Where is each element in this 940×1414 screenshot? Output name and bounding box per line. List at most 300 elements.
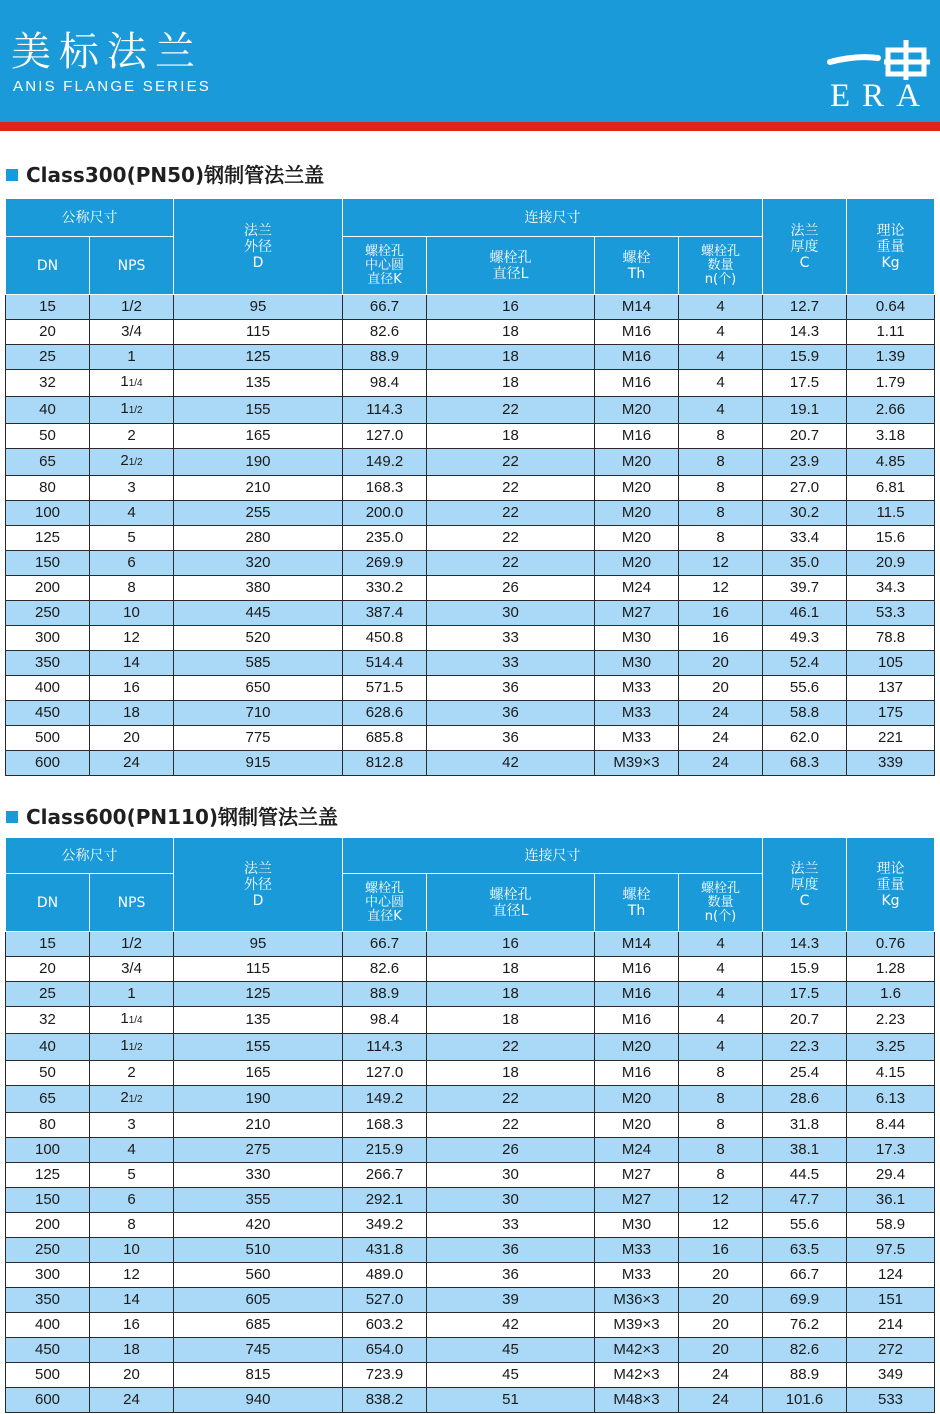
cell-bolt-count: 4	[679, 982, 763, 1007]
cell-bolt-hole-diameter: 45	[427, 1363, 595, 1388]
cell-weight: 11.5	[847, 501, 935, 526]
cell-dn: 20	[6, 320, 90, 345]
table-row	[6, 726, 935, 751]
cell-dn: 400	[6, 676, 90, 701]
header-bolt-thread: 螺栓 Th	[595, 874, 679, 932]
header-outer-diameter: 法兰 外径 D	[174, 838, 343, 932]
cell-outer-diameter: 275	[174, 1138, 343, 1163]
cell-nps: 1	[90, 982, 174, 1007]
cell-weight: 272	[847, 1338, 935, 1363]
cell-bolt-hole-diameter: 18	[427, 345, 595, 370]
cell-thickness: 20.7	[763, 1007, 847, 1034]
cell-nps: 11/4	[90, 1007, 174, 1034]
cell-weight: 221	[847, 726, 935, 751]
table-row	[6, 1138, 935, 1163]
cell-bolt-count: 8	[679, 424, 763, 449]
cell-outer-diameter: 605	[174, 1288, 343, 1313]
cell-weight: 533	[847, 1388, 935, 1413]
cell-bolt-count: 12	[679, 551, 763, 576]
cell-bolt-circle: 82.6	[343, 320, 427, 345]
cell-bolt-count: 24	[679, 701, 763, 726]
cell-thickness: 19.1	[763, 397, 847, 424]
cell-bolt-hole-diameter: 22	[427, 449, 595, 476]
cell-bolt-hole-diameter: 18	[427, 982, 595, 1007]
header-bolt-circle: 螺栓孔 中心圆 直径K	[343, 237, 427, 295]
cell-bolt-hole-diameter: 16	[427, 932, 595, 957]
cell-bolt-circle: 571.5	[343, 676, 427, 701]
cell-weight: 8.44	[847, 1113, 935, 1138]
table-row	[6, 1263, 935, 1288]
cell-outer-diameter: 330	[174, 1163, 343, 1188]
table-row	[6, 1034, 935, 1061]
cell-bolt-thread: M16	[595, 370, 679, 397]
cell-outer-diameter: 210	[174, 1113, 343, 1138]
cell-weight: 124	[847, 1263, 935, 1288]
cell-bolt-thread: M16	[595, 345, 679, 370]
cell-thickness: 38.1	[763, 1138, 847, 1163]
cell-bolt-hole-diameter: 18	[427, 370, 595, 397]
cell-nps: 21/2	[90, 449, 174, 476]
cell-bolt-thread: M20	[595, 1034, 679, 1061]
cell-bolt-count: 20	[679, 1288, 763, 1313]
cell-bolt-thread: M20	[595, 526, 679, 551]
cell-weight: 2.66	[847, 397, 935, 424]
section-marker-icon	[6, 169, 18, 181]
cell-bolt-circle: 168.3	[343, 1113, 427, 1138]
cell-bolt-hole-diameter: 22	[427, 551, 595, 576]
cell-bolt-count: 8	[679, 1113, 763, 1138]
cell-weight: 2.23	[847, 1007, 935, 1034]
cell-thickness: 58.8	[763, 701, 847, 726]
cell-thickness: 62.0	[763, 726, 847, 751]
cell-thickness: 46.1	[763, 601, 847, 626]
cell-bolt-circle: 114.3	[343, 397, 427, 424]
cell-bolt-hole-diameter: 18	[427, 424, 595, 449]
cell-bolt-circle: 66.7	[343, 932, 427, 957]
cell-bolt-thread: M27	[595, 1188, 679, 1213]
cell-bolt-thread: M39×3	[595, 1313, 679, 1338]
page-title: 美标法兰	[11, 29, 203, 75]
cell-bolt-thread: M14	[595, 932, 679, 957]
cell-bolt-hole-diameter: 33	[427, 1213, 595, 1238]
table-row	[6, 701, 935, 726]
table-row	[6, 1061, 935, 1086]
table-row	[6, 1007, 935, 1034]
cell-bolt-circle: 215.9	[343, 1138, 427, 1163]
table-row	[6, 526, 935, 551]
table-row	[6, 676, 935, 701]
cell-thickness: 55.6	[763, 676, 847, 701]
cell-nps: 14	[90, 1288, 174, 1313]
header-bolt-hole-diameter: 螺栓孔 直径L	[427, 874, 595, 932]
header-weight: 理论 重量 Kg	[847, 838, 935, 932]
cell-bolt-thread: M30	[595, 1213, 679, 1238]
cell-bolt-count: 4	[679, 320, 763, 345]
cell-bolt-hole-diameter: 39	[427, 1288, 595, 1313]
cell-thickness: 27.0	[763, 476, 847, 501]
cell-nps: 3/4	[90, 320, 174, 345]
cell-dn: 65	[6, 449, 90, 476]
cell-dn: 350	[6, 1288, 90, 1313]
header-nps: NPS	[90, 237, 174, 295]
cell-bolt-hole-diameter: 36	[427, 726, 595, 751]
cell-dn: 300	[6, 626, 90, 651]
cell-bolt-hole-diameter: 22	[427, 397, 595, 424]
cell-dn: 600	[6, 751, 90, 776]
cell-bolt-count: 8	[679, 1138, 763, 1163]
table-row	[6, 345, 935, 370]
cell-bolt-count: 20	[679, 676, 763, 701]
cell-bolt-count: 24	[679, 1363, 763, 1388]
cell-weight: 1.79	[847, 370, 935, 397]
cell-bolt-circle: 127.0	[343, 1061, 427, 1086]
cell-thickness: 35.0	[763, 551, 847, 576]
cell-bolt-count: 16	[679, 1238, 763, 1263]
cell-bolt-hole-diameter: 30	[427, 601, 595, 626]
cell-nps: 8	[90, 576, 174, 601]
cell-bolt-thread: M27	[595, 1163, 679, 1188]
cell-bolt-circle: 127.0	[343, 424, 427, 449]
cell-nps: 6	[90, 1188, 174, 1213]
cell-bolt-hole-diameter: 36	[427, 1238, 595, 1263]
cell-bolt-count: 8	[679, 1086, 763, 1113]
cell-outer-diameter: 255	[174, 501, 343, 526]
cell-bolt-hole-diameter: 26	[427, 1138, 595, 1163]
cell-bolt-thread: M24	[595, 1138, 679, 1163]
cell-nps: 16	[90, 1313, 174, 1338]
cell-weight: 4.85	[847, 449, 935, 476]
cell-weight: 3.18	[847, 424, 935, 449]
cell-bolt-circle: 149.2	[343, 449, 427, 476]
cell-bolt-hole-diameter: 42	[427, 1313, 595, 1338]
cell-dn: 300	[6, 1263, 90, 1288]
cell-bolt-thread: M42×3	[595, 1338, 679, 1363]
header-weight: 理论 重量 Kg	[847, 199, 935, 295]
cell-bolt-count: 24	[679, 726, 763, 751]
cell-bolt-hole-diameter: 18	[427, 320, 595, 345]
cell-nps: 3/4	[90, 957, 174, 982]
cell-weight: 3.25	[847, 1034, 935, 1061]
table-row	[6, 1388, 935, 1413]
cell-bolt-count: 4	[679, 1034, 763, 1061]
cell-thickness: 55.6	[763, 1213, 847, 1238]
cell-bolt-circle: 269.9	[343, 551, 427, 576]
cell-bolt-thread: M20	[595, 397, 679, 424]
cell-dn: 450	[6, 1338, 90, 1363]
cell-weight: 4.15	[847, 1061, 935, 1086]
section-title-class300: Class300(PN50)钢制管法兰盖	[6, 162, 324, 188]
cell-bolt-circle: 489.0	[343, 1263, 427, 1288]
cell-outer-diameter: 355	[174, 1188, 343, 1213]
cell-bolt-thread: M27	[595, 601, 679, 626]
cell-bolt-count: 16	[679, 601, 763, 626]
cell-weight: 214	[847, 1313, 935, 1338]
cell-dn: 32	[6, 1007, 90, 1034]
cell-bolt-count: 8	[679, 476, 763, 501]
cell-dn: 25	[6, 345, 90, 370]
header-dn: DN	[6, 874, 90, 932]
cell-outer-diameter: 815	[174, 1363, 343, 1388]
cell-nps: 8	[90, 1213, 174, 1238]
cell-bolt-thread: M30	[595, 626, 679, 651]
cell-dn: 500	[6, 726, 90, 751]
cell-outer-diameter: 95	[174, 295, 343, 320]
cell-weight: 15.6	[847, 526, 935, 551]
cell-bolt-count: 4	[679, 397, 763, 424]
cell-outer-diameter: 125	[174, 982, 343, 1007]
cell-bolt-hole-diameter: 33	[427, 626, 595, 651]
cell-outer-diameter: 280	[174, 526, 343, 551]
cell-bolt-circle: 685.8	[343, 726, 427, 751]
cell-dn: 32	[6, 370, 90, 397]
cell-nps: 1/2	[90, 295, 174, 320]
cell-outer-diameter: 745	[174, 1338, 343, 1363]
cell-nps: 5	[90, 526, 174, 551]
cell-dn: 250	[6, 1238, 90, 1263]
table-row	[6, 1163, 935, 1188]
cell-outer-diameter: 210	[174, 476, 343, 501]
cell-bolt-count: 4	[679, 295, 763, 320]
cell-dn: 200	[6, 576, 90, 601]
cell-bolt-count: 12	[679, 576, 763, 601]
cell-bolt-count: 12	[679, 1213, 763, 1238]
cell-nps: 1	[90, 345, 174, 370]
cell-nps: 2	[90, 424, 174, 449]
cell-weight: 175	[847, 701, 935, 726]
header-nominal-size: 公称尺寸	[6, 199, 174, 237]
cell-bolt-hole-diameter: 18	[427, 1007, 595, 1034]
cell-nps: 12	[90, 626, 174, 651]
cell-bolt-hole-diameter: 22	[427, 476, 595, 501]
cell-bolt-thread: M14	[595, 295, 679, 320]
cell-thickness: 44.5	[763, 1163, 847, 1188]
cell-nps: 2	[90, 1061, 174, 1086]
cell-bolt-thread: M33	[595, 1263, 679, 1288]
header-connection-size: 连接尺寸	[343, 199, 763, 237]
table-body-class600	[6, 932, 935, 1413]
cell-outer-diameter: 135	[174, 370, 343, 397]
table-row	[6, 1313, 935, 1338]
cell-dn: 65	[6, 1086, 90, 1113]
cell-bolt-circle: 349.2	[343, 1213, 427, 1238]
cell-thickness: 20.7	[763, 424, 847, 449]
cell-thickness: 14.3	[763, 320, 847, 345]
cell-bolt-count: 16	[679, 626, 763, 651]
brand-logo-mark-icon	[826, 38, 934, 82]
cell-outer-diameter: 155	[174, 397, 343, 424]
cell-thickness: 25.4	[763, 1061, 847, 1086]
cell-bolt-count: 8	[679, 449, 763, 476]
cell-dn: 15	[6, 295, 90, 320]
cell-bolt-circle: 114.3	[343, 1034, 427, 1061]
table-row	[6, 1113, 935, 1138]
cell-bolt-hole-diameter: 36	[427, 701, 595, 726]
cell-weight: 1.11	[847, 320, 935, 345]
cell-thickness: 63.5	[763, 1238, 847, 1263]
cell-dn: 350	[6, 651, 90, 676]
cell-weight: 6.13	[847, 1086, 935, 1113]
cell-bolt-thread: M36×3	[595, 1288, 679, 1313]
cell-bolt-thread: M33	[595, 676, 679, 701]
table-row	[6, 932, 935, 957]
cell-thickness: 101.6	[763, 1388, 847, 1413]
cell-bolt-hole-diameter: 22	[427, 526, 595, 551]
table-row	[6, 1363, 935, 1388]
cell-bolt-hole-diameter: 16	[427, 295, 595, 320]
cell-thickness: 17.5	[763, 982, 847, 1007]
cell-weight: 1.39	[847, 345, 935, 370]
table-row	[6, 1338, 935, 1363]
table-row	[6, 751, 935, 776]
cell-thickness: 88.9	[763, 1363, 847, 1388]
cell-bolt-thread: M16	[595, 320, 679, 345]
cell-dn: 400	[6, 1313, 90, 1338]
cell-dn: 150	[6, 1188, 90, 1213]
cell-nps: 4	[90, 1138, 174, 1163]
cell-weight: 1.6	[847, 982, 935, 1007]
cell-thickness: 14.3	[763, 932, 847, 957]
cell-bolt-thread: M16	[595, 1007, 679, 1034]
section-marker-icon	[6, 811, 18, 823]
cell-outer-diameter: 95	[174, 932, 343, 957]
cell-bolt-thread: M20	[595, 1086, 679, 1113]
cell-outer-diameter: 915	[174, 751, 343, 776]
cell-outer-diameter: 380	[174, 576, 343, 601]
cell-bolt-circle: 266.7	[343, 1163, 427, 1188]
cell-thickness: 76.2	[763, 1313, 847, 1338]
cell-bolt-circle: 98.4	[343, 1007, 427, 1034]
cell-dn: 50	[6, 1061, 90, 1086]
cell-nps: 16	[90, 676, 174, 701]
cell-bolt-thread: M20	[595, 449, 679, 476]
header-thickness: 法兰 厚度 C	[763, 199, 847, 295]
cell-dn: 600	[6, 1388, 90, 1413]
cell-bolt-circle: 527.0	[343, 1288, 427, 1313]
table-row	[6, 651, 935, 676]
cell-nps: 6	[90, 551, 174, 576]
cell-outer-diameter: 165	[174, 424, 343, 449]
cell-bolt-hole-diameter: 22	[427, 501, 595, 526]
cell-bolt-count: 24	[679, 1388, 763, 1413]
cell-weight: 97.5	[847, 1238, 935, 1263]
cell-weight: 6.81	[847, 476, 935, 501]
cell-nps: 10	[90, 1238, 174, 1263]
cell-thickness: 31.8	[763, 1113, 847, 1138]
cell-outer-diameter: 115	[174, 957, 343, 982]
header-connection-size: 连接尺寸	[343, 838, 763, 874]
header-bolt-count: 螺栓孔 数量 n(个)	[679, 874, 763, 932]
cell-weight: 53.3	[847, 601, 935, 626]
cell-thickness: 47.7	[763, 1188, 847, 1213]
cell-nps: 24	[90, 1388, 174, 1413]
table-row	[6, 320, 935, 345]
cell-thickness: 15.9	[763, 345, 847, 370]
cell-nps: 14	[90, 651, 174, 676]
cell-bolt-circle: 514.4	[343, 651, 427, 676]
cell-outer-diameter: 685	[174, 1313, 343, 1338]
cell-bolt-count: 20	[679, 1263, 763, 1288]
cell-bolt-hole-diameter: 42	[427, 751, 595, 776]
cell-bolt-hole-diameter: 51	[427, 1388, 595, 1413]
cell-dn: 80	[6, 476, 90, 501]
cell-bolt-circle: 149.2	[343, 1086, 427, 1113]
cell-thickness: 22.3	[763, 1034, 847, 1061]
cell-nps: 11/2	[90, 397, 174, 424]
cell-bolt-count: 20	[679, 1338, 763, 1363]
header-outer-diameter: 法兰 外径 D	[174, 199, 343, 295]
flange-table-class600	[5, 837, 935, 1413]
cell-bolt-circle: 431.8	[343, 1238, 427, 1263]
cell-nps: 18	[90, 1338, 174, 1363]
cell-nps: 18	[90, 701, 174, 726]
header-dn: DN	[6, 237, 90, 295]
cell-weight: 34.3	[847, 576, 935, 601]
cell-bolt-circle: 292.1	[343, 1188, 427, 1213]
cell-weight: 17.3	[847, 1138, 935, 1163]
cell-nps: 5	[90, 1163, 174, 1188]
cell-thickness: 17.5	[763, 370, 847, 397]
cell-bolt-thread: M20	[595, 501, 679, 526]
cell-bolt-hole-diameter: 26	[427, 576, 595, 601]
cell-weight: 78.8	[847, 626, 935, 651]
cell-nps: 10	[90, 601, 174, 626]
cell-dn: 450	[6, 701, 90, 726]
cell-bolt-thread: M16	[595, 424, 679, 449]
cell-bolt-count: 8	[679, 526, 763, 551]
header-bolt-count: 螺栓孔 数量 n(个)	[679, 237, 763, 295]
cell-bolt-circle: 235.0	[343, 526, 427, 551]
cell-weight: 339	[847, 751, 935, 776]
flange-table-class300	[5, 198, 935, 776]
cell-nps: 20	[90, 726, 174, 751]
table-row	[6, 449, 935, 476]
header-thickness: 法兰 厚度 C	[763, 838, 847, 932]
table-row	[6, 501, 935, 526]
cell-bolt-thread: M33	[595, 726, 679, 751]
cell-nps: 20	[90, 1363, 174, 1388]
page-subtitle: ANIS FLANGE SERIES	[13, 78, 211, 95]
cell-bolt-thread: M20	[595, 551, 679, 576]
table-row	[6, 1288, 935, 1313]
cell-weight: 349	[847, 1363, 935, 1388]
cell-nps: 11/4	[90, 370, 174, 397]
table-row	[6, 370, 935, 397]
header-nps: NPS	[90, 874, 174, 932]
cell-nps: 4	[90, 501, 174, 526]
cell-bolt-thread: M39×3	[595, 751, 679, 776]
cell-bolt-count: 12	[679, 1188, 763, 1213]
cell-bolt-circle: 98.4	[343, 370, 427, 397]
cell-outer-diameter: 510	[174, 1238, 343, 1263]
header-bolt-circle: 螺栓孔 中心圆 直径K	[343, 874, 427, 932]
cell-outer-diameter: 125	[174, 345, 343, 370]
header-bolt-hole-diameter: 螺栓孔 直径L	[427, 237, 595, 295]
cell-outer-diameter: 585	[174, 651, 343, 676]
cell-bolt-circle: 450.8	[343, 626, 427, 651]
cell-outer-diameter: 560	[174, 1263, 343, 1288]
cell-outer-diameter: 155	[174, 1034, 343, 1061]
cell-outer-diameter: 445	[174, 601, 343, 626]
cell-thickness: 66.7	[763, 1263, 847, 1288]
cell-outer-diameter: 135	[174, 1007, 343, 1034]
cell-bolt-thread: M16	[595, 982, 679, 1007]
brand-logo	[826, 38, 934, 114]
cell-bolt-circle: 603.2	[343, 1313, 427, 1338]
cell-thickness: 39.7	[763, 576, 847, 601]
table-row	[6, 295, 935, 320]
cell-bolt-circle: 66.7	[343, 295, 427, 320]
cell-bolt-circle: 88.9	[343, 345, 427, 370]
